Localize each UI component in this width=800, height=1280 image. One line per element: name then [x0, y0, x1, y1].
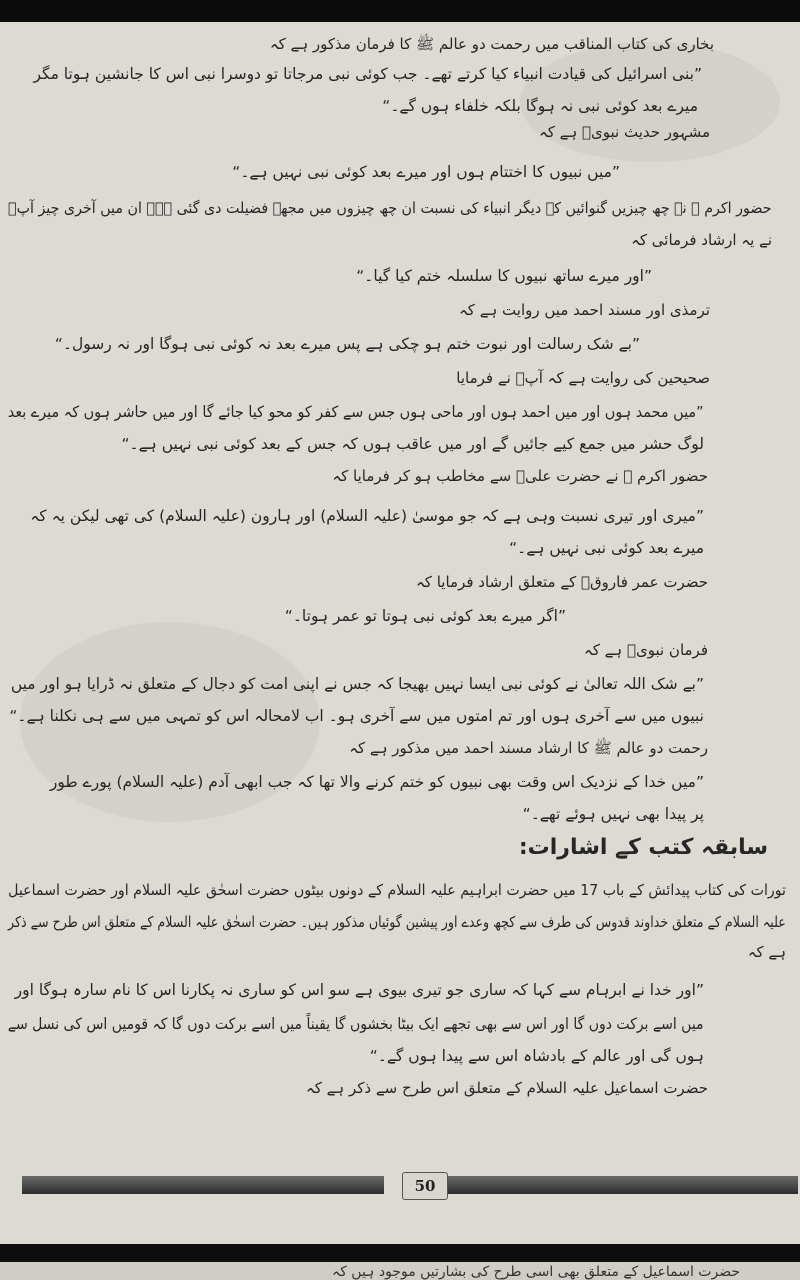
quote-line: ”بے شک اللہ تعالیٰ نے کوئی نبی ایسا نہیں بھیجا کہ جس نے اپنی امت کو دجال کے متعلق نہ ڈرایا ہو اور میں [10, 675, 704, 693]
quote-line: ”اور میرے ساتھ نبیوں کا سلسلہ ختم کیا گیا۔“ [356, 267, 652, 285]
quote-line: پر پیدا بھی نہیں ہوئے تھے۔“ [522, 805, 704, 823]
text-line: حضرت عمر فاروقؓ کے متعلق ارشاد فرمایا کہ [416, 573, 708, 591]
text-line: حضرت اسماعیل علیہ السلام کے متعلق اس طرح سے ذکر ہے کہ [305, 1079, 708, 1097]
text-line: ترمذی اور مسند احمد میں روایت ہے کہ [459, 301, 710, 319]
text-line: تورات کی کتاب پیدائش کے باب 17 میں حضرت ابراہیم علیہ السلام کے دونوں بیٹوں حضرت اسحٰق علیہ السلام اور حضرت اسماعیل [8, 881, 786, 899]
quote-line: ”بے شک رسالت اور نبوت ختم ہو چکی ہے پس میرے بعد نہ کوئی نبی ہوگا اور نہ رسول۔“ [54, 335, 640, 353]
footer-bar-left [22, 1176, 384, 1194]
text-line: بخاری کی کتاب المناقب میں رحمت دو عالم ﷺ کا فرمان مذکور ہے کہ [269, 35, 714, 53]
quote-line: میں اسے برکت دوں گا اور اس سے بھی تجھے ایک بیٹا بخشوں گا یقیناً میں اسے برکت دوں گا کہ قومیں اس کی نسل سے [8, 1015, 704, 1033]
text-line: نے یہ ارشاد فرمائی کہ [631, 231, 772, 249]
next-page-text: حضرت اسماعیل کے متعلق بھی اسی طرح کی بشارتیں موجود ہیں کہ [331, 1264, 740, 1280]
quote-line: میرے بعد کوئی نبی نہیں ہے۔“ [509, 539, 704, 557]
text-line: ہے کہ [747, 943, 786, 961]
quote-line: میرے بعد کوئی نبی نہ ہوگا بلکہ خلفاء ہوں گے۔“ [382, 97, 698, 115]
text-line: فرمان نبویؐ ہے کہ [583, 641, 708, 659]
quote-line: ہوں گی اور عالم کے بادشاہ اس سے پیدا ہوں گے۔“ [369, 1047, 704, 1065]
quote-line: ”اگر میرے بعد کوئی نبی ہوتا تو عمر ہوتا۔“ [284, 607, 566, 625]
text-line: حضور اکرم ﷺ نے چھ چیزیں گنوائیں کہ دیگر انبیاء کی نسبت ان چھ چیزوں میں مجھے فضیلت دی گئی ہے۔ ان میں آخری چیز آپؐ [8, 199, 772, 217]
quote-line: ”میں خدا کے نزدیک اس وقت بھی نبیوں کو ختم کرنے والا تھا کہ جب ابھی آدم (علیہ السلام) پورے طور [49, 773, 704, 791]
text-line: مشہور حدیث نبویؐ ہے کہ [538, 123, 710, 141]
quote-line: ”بنی اسرائیل کی قیادت انبیاء کیا کرتے تھے۔ جب کوئی نبی مرجاتا تو دوسرا نبی اس کا جانشین ہوتا مگر [33, 65, 702, 83]
text-line: حضور اکرم ﷺ نے حضرت علیؓ سے مخاطب ہو کر فرمایا کہ [332, 467, 708, 485]
quote-line: لوگ حشر میں جمع کیے جائیں گے اور میں عاقب ہوں کہ جس کے بعد کوئی نبی نہیں ہے۔“ [121, 435, 704, 453]
text-line: علیہ السلام کے متعلق خداوند قدوس کی طرف سے کچھ وعدے اور پیشین گوئیاں مذکور ہیں۔ حضرت اسحٰق علیہ السلام کے متعلق اس طرح سے ذکر [8, 913, 786, 931]
quote-line: ”میں محمد ہوں اور میں احمد ہوں اور ماحی ہوں جس سے کفر کو محو کیا جائے گا اور میں حاشر ہوں کہ میرے بعد [8, 403, 704, 421]
quote-line: ”میں نبیوں کا اختتام ہوں اور میرے بعد کوئی نبی نہیں ہے۔“ [232, 163, 620, 181]
quote-line: نبیوں میں سے آخری ہوں اور تم امتوں میں سے آخری ہو۔ اب لامحالہ اس کو تمہی میں سے ہی نکلنا ہے۔“ [9, 707, 704, 725]
page-footer [22, 1172, 798, 1198]
next-page-peek [0, 1262, 800, 1280]
quote-line: ”اور خدا نے ابرہام سے کہا کہ ساری جو تیری بیوی ہے سو اس کو ساری نہ پکارنا اس کا نام سارہ ہوگا اور [14, 981, 704, 999]
text-line: رحمت دو عالم ﷺ کا ارشاد مسند احمد میں مذکور ہے کہ [349, 739, 708, 757]
page-number: 50 [402, 1172, 448, 1200]
text-line: صحیحین کی روایت ہے کہ آپؐ نے فرمایا [456, 369, 710, 387]
book-page [0, 22, 800, 1244]
section-heading: سابقہ کتب کے اشارات: [518, 835, 768, 860]
top-black-bar [0, 0, 800, 22]
footer-bar-right [440, 1176, 798, 1194]
quote-line: ”میری اور تیری نسبت وہی ہے کہ جو موسیٰ (علیہ السلام) اور ہارون (علیہ السلام) کی تھی لیکن یہ کہ [30, 507, 704, 525]
